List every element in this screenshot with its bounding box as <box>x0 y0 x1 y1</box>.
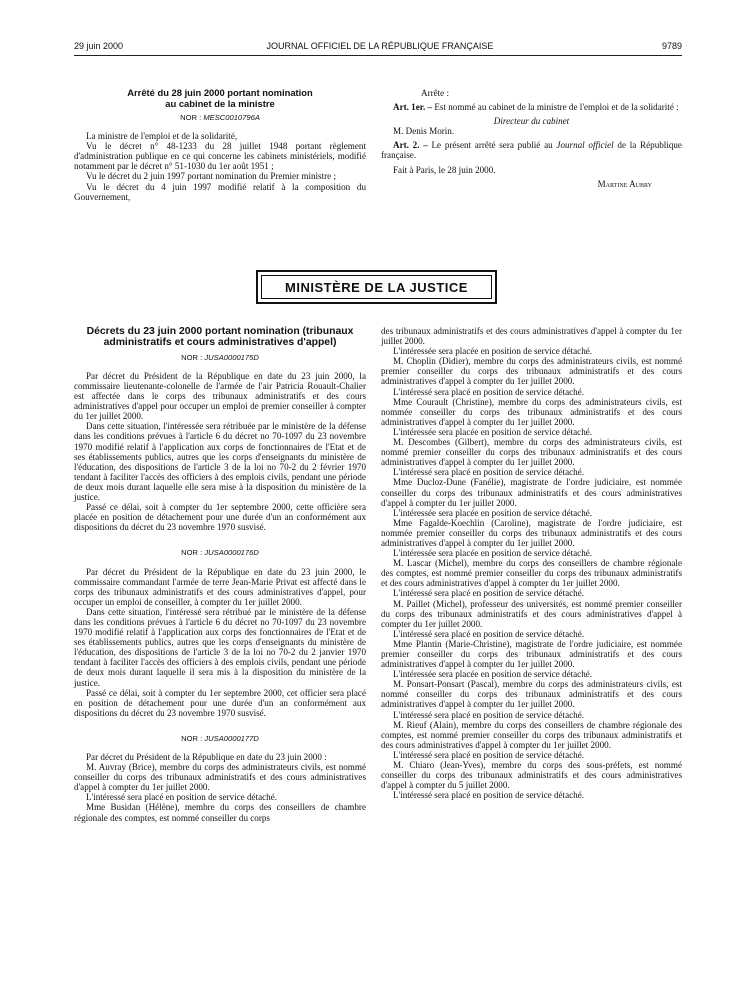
header-date: 29 juin 2000 <box>74 41 124 51</box>
nor-label: NOR : <box>181 352 205 362</box>
nomination-paragraph: Mme Fagalde-Koechlin (Caroline), magistrate de l'ordre judiciaire, est nommée premier conseiller du corps des tribunaux administratifs et des cours administratives d'appel à compter du 1er juillet 2000. <box>381 517 682 548</box>
article-1-label: Art. 1er. – <box>393 102 433 113</box>
nor-code: MESC0010796A <box>203 113 260 122</box>
decret-nor <box>74 353 366 363</box>
ministry-banner-text: MINISTÈRE DE LA JUSTICE <box>261 275 492 299</box>
article-2 <box>381 140 682 160</box>
nor-code: JUSA0000177D <box>204 733 259 743</box>
nomination-paragraph: L'intéressé sera placé en position de service détaché. <box>393 628 585 639</box>
nomination-paragraph: M. Paillet (Michel), professeur des universités, est nommé premier conseiller du corps des tribunaux administratifs et des cours administratives d'appel à compter du 1er juillet 2000. <box>381 598 682 629</box>
nomination-paragraph: L'intéressée sera placée en position de service détaché. <box>393 507 593 518</box>
done-at: Fait à Paris, le 28 juin 2000. <box>393 164 496 175</box>
signature: Martine Aubry <box>597 178 652 189</box>
nomination-paragraph: L'intéressé sera placé en position de service détaché. <box>393 386 585 397</box>
nomination-paragraph: L'intéressée sera placée en position de service détaché. <box>393 346 593 357</box>
journal-officiel-text: Journal officiel <box>556 140 614 151</box>
decret-paragraph: Par décret du Président de la République en date du 23 juin 2000, la commissaire lieutenante-colonelle de l'armée de l'air Patricia Rouault-Chalier est affectée dans le corps des tribunaux administratifs et des cours administratives d'appel pour occuper un emploi de premier conseiller à compter du 1er juillet 2000. <box>74 370 366 422</box>
decrets-title: Décrets du 23 juin 2000 portant nomination (tribunaux administratifs et cours administratives d'appel) <box>86 326 354 349</box>
nomination-paragraph: L'intéressée sera placée en position de service détaché. <box>393 548 593 559</box>
decret-nor <box>74 548 366 558</box>
nomination-paragraph: L'intéressé sera placé en position de service détaché. <box>393 790 585 801</box>
ministry-banner <box>256 270 497 304</box>
decrets-left-column <box>74 326 366 823</box>
nomination-paragraph: M. Ponsart-Ponsart (Pascal), membre du corps des administrateurs civils, est nommé conseiller du corps des tribunaux administratifs et des cours administratives d'appel à compter du 1er juillet 2000. <box>381 679 682 710</box>
arrete-title-line1: Arrêté du 28 juin 2000 portant nomination <box>127 87 313 98</box>
arrete-left-column <box>74 88 366 202</box>
decret-paragraph: Dans cette situation, l'intéressé sera rétribué par le ministère de la défense dans les conditions prévues à l'article 6 du décret no 70-1097 du 23 novembre 1970 modifié relatif à l'application aux corps des fonctionnaires de l'Etat et de ses établissements publics, autres que les corps d'enseignants du ministère de l'éducation, des dispositions de l'article 3 de la loi no 70-2 du 2 janvier 1970 tendant à faciliter l'accès des officiers à des emplois civils, pendant une période de deux mois durant laquelle il sera mis à la disposition du ministère de la justice. <box>74 606 366 688</box>
decret-nor <box>74 734 366 744</box>
decrets-right-column <box>381 326 682 800</box>
nomination-paragraph: L'intéressé sera placé en position de service détaché. <box>393 467 585 478</box>
nomination-paragraph: M. Lascar (Michel), membre du corps des conseillers de chambre régionale des comptes, est nommé premier conseiller du corps des tribunaux administratifs et des cours administratives d'appel à compter du 1er juillet 2000. <box>381 558 682 589</box>
article-2-text-b: de la République française. <box>381 140 682 161</box>
nomination-paragraph: Mme Plantin (Marie-Christine), magistrate de l'ordre judiciaire, est nommée premier conseiller du corps des tribunaux administratifs et des cours administratives d'appel à compter du 1er juillet 2000. <box>381 638 682 670</box>
nomination-paragraph: L'intéressé sera placé en position de service détaché. <box>393 709 585 720</box>
nomination-paragraph: L'intéressé sera placé en position de service détaché. <box>393 588 585 599</box>
decret-paragraph: L'intéressé sera placé en position de service détaché. <box>86 792 278 803</box>
arrete-title-line2: au cabinet de la ministre <box>165 97 275 109</box>
nor-label: NOR : <box>180 113 204 122</box>
arrete-title <box>74 88 366 109</box>
position-title <box>381 116 682 126</box>
decret-paragraph: Dans cette situation, l'intéressée sera rétribuée par le ministère de la défense dans les conditions prévues à l'article 6 du décret no 70-1097 du 23 novembre 1970 modifié relatif à l'application aux corps de fonctionnaires de l'Etat et de ses établissements publics, autres que les corps d'enseignants du ministère de l'éducation, des dispositions de l'article 3 de la loi no 70-2 du 2 février 1970 tendant à faciliter l'accès des officiers à des emplois civils, pendant une période de deux mois durant laquelle elle sera mise à la disposition du ministère de la justice. <box>74 421 366 503</box>
appointee: M. Denis Morin. <box>393 126 455 137</box>
nomination-paragraph: L'intéressée sera placée en position de service détaché. <box>393 669 593 680</box>
arrete-nor <box>74 113 366 123</box>
arrete-paragraph: Vu le décret du 2 juin 1997 portant nomination du Premier ministre ; <box>86 171 336 182</box>
arrete-paragraph: Vu le décret du 4 juin 1997 modifié relatif à la composition du Gouvernement, <box>74 181 366 202</box>
arrete-word: Arrête : <box>421 88 450 98</box>
nomination-paragraph: M. Chiaro (Jean-Yves), membre du corps des sous-préfets, est nommé conseiller du corps des tribunaux administratifs et des cours administratives d'appel à compter du 5 juillet 2000. <box>381 760 682 791</box>
nomination-paragraph: des tribunaux administratifs et des cours administratives d'appel à compter du 1er juillet 2000. <box>381 326 682 347</box>
position-text: Directeur du cabinet <box>493 116 570 127</box>
nomination-paragraph: L'intéressée sera placée en position de service détaché. <box>393 426 593 437</box>
arrete-paragraph: La ministre de l'emploi et de la solidarité, <box>86 131 238 142</box>
decret-paragraph: Par décret du Président de la République en date du 23 juin 2000, le commissaire commandant l'armée de terre Jean-Marie Privat est affecté dans le corps des tribunaux administratifs et des cours administratives d'appel, pour occuper un emploi de conseiller, à compter du 1er juillet 2000. <box>74 566 366 607</box>
nomination-paragraph: L'intéressé sera placé en position de service détaché. <box>393 749 585 760</box>
nomination-paragraph: M. Rieuf (Alain), membre du corps des conseillers de chambre régionale des comptes, est nommé premier conseiller du corps des tribunaux administratifs et des cours administratives d'appel à compter du 1er juillet 2000. <box>381 719 682 750</box>
decret-paragraph: M. Auvray (Brice), membre du corps des administrateurs civils, est nommé conseiller du corps des tribunaux administratifs et des cours administratives d'appel à compter du 1er juillet 2000. <box>74 762 366 793</box>
arrete-right-column <box>381 88 682 189</box>
nomination-paragraph: M. Descombes (Gilbert), membre du corps des administrateurs civils, est nommé premier conseiller du corps des tribunaux administratifs et des cours administratives d'appel à compter du 1er juillet 2000. <box>381 437 682 468</box>
decret-paragraph: Par décret du Président de la République en date du 23 juin 2000 : <box>86 752 327 762</box>
article-1 <box>381 102 682 112</box>
nor-label: NOR : <box>181 733 205 743</box>
nomination-paragraph: M. Choplin (Didier), membre du corps des administrateurs civils, est nommé premier conseiller du corps des tribunaux administratifs et des cours administratives d'appel à compter du 1er juillet 2000. <box>381 356 682 387</box>
journal-title: JOURNAL OFFICIEL DE LA RÉPUBLIQUE FRANÇAISE <box>266 41 494 51</box>
nor-code: JUSA0000176D <box>204 548 259 558</box>
decret-paragraph: Passé ce délai, soit à compter du 1er septembre 2000, cette officière sera placée en position de détachement pour une durée d'un an conformément aux dispositions du décret du 23 novembre 1970 susvisé. <box>74 502 366 533</box>
article-2-text-a: Le présent arrêté sera publié au <box>427 140 557 151</box>
header-rule <box>74 55 682 56</box>
article-2-label: Art. 2. – <box>393 140 428 151</box>
nor-label: NOR : <box>181 548 205 558</box>
decret-paragraph: Mme Busidan (Hélène), membre du corps des conseillers de chambre régionale des comptes, est nommé conseiller du corps <box>74 802 366 823</box>
nomination-paragraph: Mme Ducloz-Dune (Fanélie), magistrate de l'ordre judiciaire, est nommée conseiller du corps des tribunaux administratifs et des cours administratives d'appel à compter du 1er juillet 2000. <box>381 477 682 508</box>
nomination-paragraph: Mme Courault (Christine), membre du corps des administrateurs civils, est nommée conseiller du corps des tribunaux administratifs et des cours administratives d'appel à compter du 1er juillet 2000. <box>381 396 682 427</box>
arrete-paragraph: Vu le décret n° 48-1233 du 28 juillet 1948 portant règlement d'administration publique en ce qui concerne les cabinets ministériels, modifié notamment par le décret n° 51-1030 du 1er août 1951 ; <box>74 141 366 172</box>
page-number: 9789 <box>661 41 682 51</box>
article-1-text: Est nommé au cabinet de la ministre de l'emploi et de la solidarité : <box>432 102 679 113</box>
decret-paragraph: Passé ce délai, soit à compter du 1er septembre 2000, cet officier sera placé en position de détachement pour une durée d'un an conformément aux dispositions du décret du 23 novembre 1970 susvisé. <box>74 687 366 718</box>
nor-code: JUSA0000175D <box>204 352 259 362</box>
